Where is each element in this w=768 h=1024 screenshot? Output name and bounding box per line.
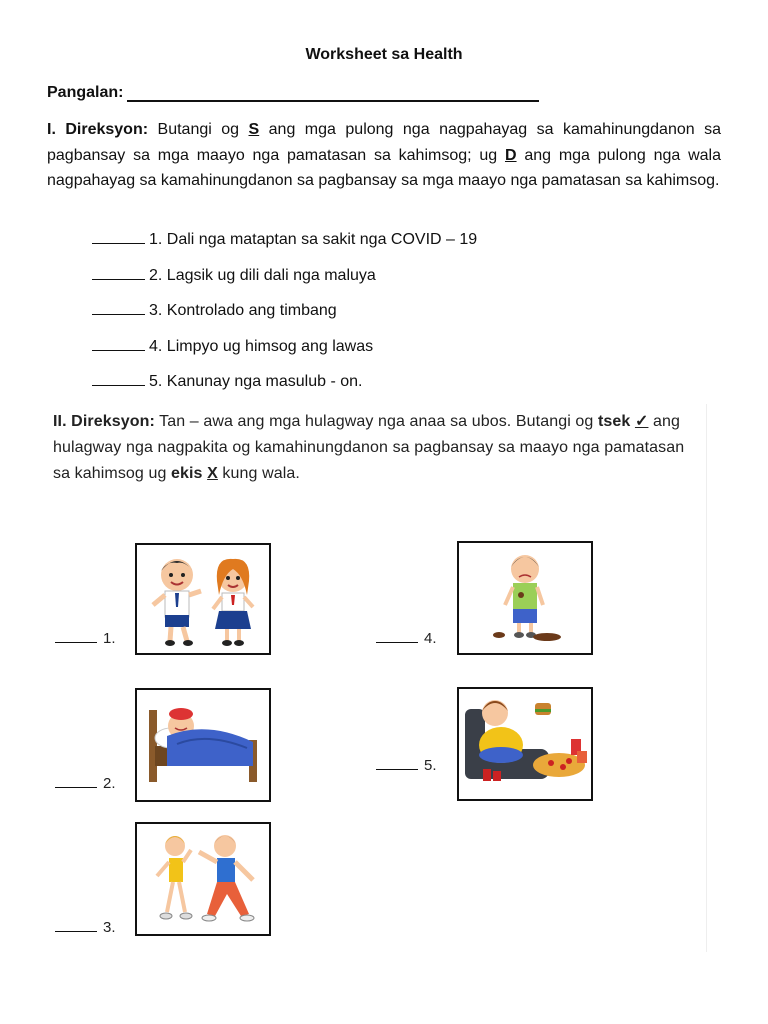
picture-label-5 [376,755,437,774]
mark-d: D [504,146,517,164]
exercise-illustration [137,824,269,934]
students-illustration [137,545,269,653]
part1-text-c: ang mga pulong nga wala nagpahayag sa kamahinungdanon sa pagbansay sa mga maayo nga pamatasan sa kahimsog. [47,146,721,189]
picture-label-3 [55,917,116,936]
item-text: 2. Lagsik ug dili dali nga maluya [149,266,376,284]
list-item [92,371,477,407]
answer-blank[interactable] [92,336,145,351]
mark-s: S [248,121,260,138]
part2-text-c: kung wala. [217,465,300,482]
picture-number: 3. [103,919,116,936]
picture-label-1 [55,628,116,647]
answer-blank[interactable] [55,628,97,643]
answer-blank[interactable] [92,300,145,315]
junk-food-illustration [459,689,591,799]
x-mark: X [207,465,218,482]
item-text: 5. Kanunay nga masulub - on. [149,373,363,390]
answer-blank[interactable] [92,371,145,386]
picture-label-4 [376,628,437,647]
part2-text-a: Tan – awa ang mga hulagway nga anaa sa ubos. Butangi og [154,413,598,430]
answer-blank[interactable] [55,917,97,932]
list-item [92,265,477,301]
part2-text-b: ang hulagway nga nagpakita og kamahinungdanon sa pagbansay sa maayo nga pamatasan sa kahimsog ug [53,413,685,482]
worksheet-title: Worksheet sa Health [305,46,463,63]
item-text: 3. Kontrolado ang timbang [149,302,337,319]
item-text: 1. Dali nga mataptan sa sakit nga COVID – 19 [149,231,478,248]
picture-sick-child [135,688,271,802]
name-label: Pangalan: [47,84,124,101]
tsek-word: tsek [597,413,631,430]
name-row [47,84,539,102]
part2-heading: II. Direksyon: [53,413,155,430]
picture-sick-boy [457,541,593,655]
answer-blank[interactable] [376,628,418,643]
answer-blank[interactable] [55,773,97,788]
list-item [92,300,477,336]
picture-label-2 [55,773,116,792]
item-text: 4. Limpyo ug himsog ang lawas [149,337,374,355]
picture-exercise [135,822,271,936]
answer-blank[interactable] [376,755,418,770]
sick-child-illustration [137,690,269,800]
part1-items [92,229,477,407]
answer-blank[interactable] [92,229,145,244]
picture-number: 1. [103,630,116,647]
picture-number: 5. [424,757,437,774]
picture-junk-food [457,687,593,801]
check-mark: ✓ [634,413,649,430]
list-item [92,229,477,265]
part1-text-b: ang mga pulong nga nagpahayag sa kamahinungdanon sa pagbansay sa mga maayo nga pamatasan sa kahimsog; ug [47,121,722,164]
part2-directions [53,409,705,487]
answer-blank[interactable] [92,265,145,280]
sick-boy-illustration [459,543,591,653]
picture-number: 2. [103,775,116,792]
part1-heading: I. Direksyon: [47,121,149,138]
part1-directions [47,117,721,194]
list-item [92,336,477,372]
ekis-word: ekis [171,465,203,482]
picture-students [135,543,271,655]
part1-text-a: Butangi og [148,121,249,138]
picture-number: 4. [424,630,437,647]
name-field[interactable] [127,85,539,102]
